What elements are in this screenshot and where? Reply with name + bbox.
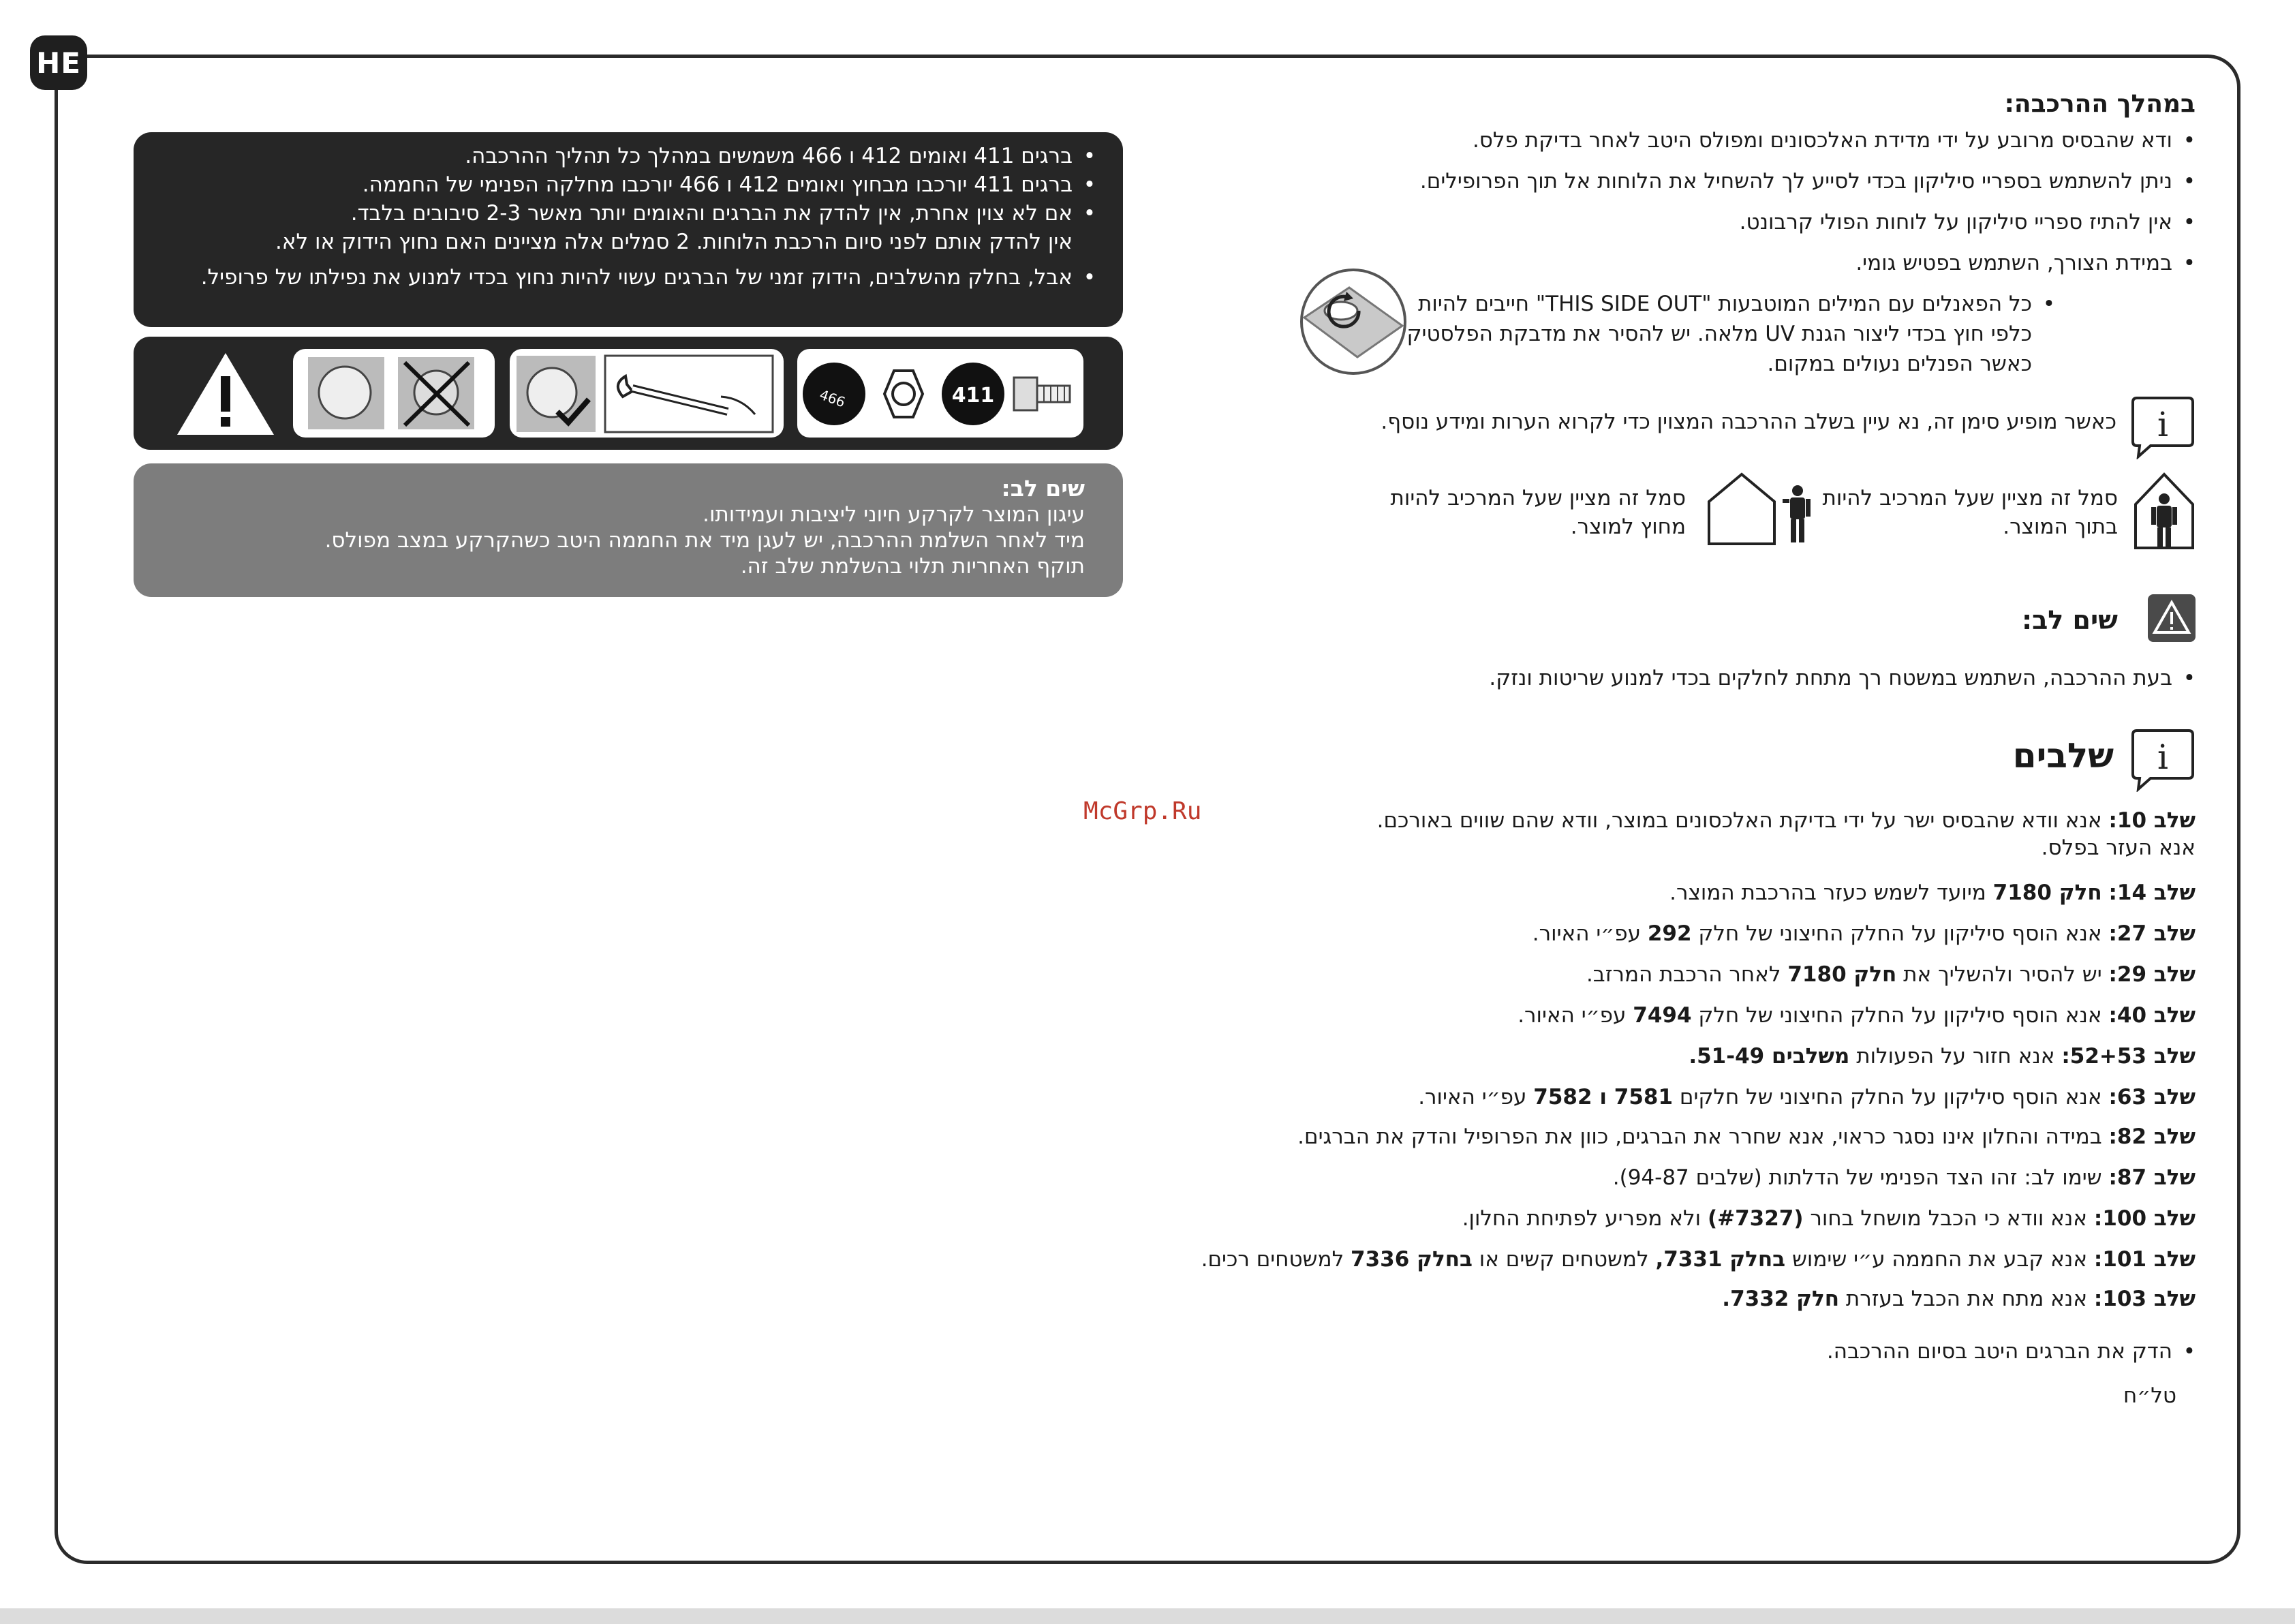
anchoring-note-box (134, 463, 1123, 597)
loose-bolt-icon (293, 349, 495, 438)
hardware-tile (797, 349, 1083, 438)
language-badge: HE (30, 35, 87, 90)
anchoring-line: עיגון המוצר לקרקע חיוני ליציבות ועמידותו. (703, 502, 1085, 527)
svg-text:i: i (2157, 737, 2168, 777)
anchoring-title: שים לב: (1001, 475, 1085, 502)
warning-icon (2146, 593, 2197, 643)
warning-triangle-icon (174, 349, 277, 439)
info-note: כאשר מופיע סימן זה, נא עיין בשלב ההרכבה המצוין כדי לקרוא הערות ומידע נוסף. (1381, 410, 2116, 434)
list-item: • ברגים 411 ואומים 412 ו 466 משמשים במהלך כל תהליך ההרכבה. (161, 142, 1096, 170)
list-item: • אם לא צוין אחרת, אין להדק את הברגים והאומים יותר מאשר 2-3 סיבובים בלבד. אין להדק אותם לפני סיום הרכבת הלוחות. 2 סמלים אלה מציינים האם נחוץ הידוק או לא. (161, 199, 1096, 256)
caution-title: שים לב: (2021, 605, 2118, 635)
step-14: שלב 14: חלק 7180 מיועד לשמש כעזר בהרכבת המוצר. (1669, 880, 2196, 905)
step-63: שלב 63: אנא הוסף סיליקון על החלק החיצוני של חלקים 7581 ו 7582 עפ״י האיור. (1418, 1085, 2196, 1109)
list-item: • אבל, בחלק מהשלבים, הידוק זמני של הברגים עשוי להיות נחוץ בכדי למנוע את נפילתו של פרופיל. (161, 263, 1096, 292)
steps-info-icon (2130, 726, 2196, 792)
panel-rotate-icon (1299, 267, 1408, 376)
bottom-bar (0, 1608, 2295, 1624)
info-icon (2130, 394, 2196, 459)
hardware-notes-box (134, 132, 1123, 327)
list-item: • אין להתיז ספריי סיליקון על לוחות הפולי קרבונט. (1378, 207, 2196, 237)
step-82: שלב 82: במידה והחלון אינו נסגר כראוי, אנא שחרר את הברגים, כוון את הפרופיל והדק את הברגים. (1297, 1124, 2196, 1149)
during-assembly-list (1378, 125, 2196, 379)
watermark: McGrp.Ru (1083, 797, 1202, 825)
assembler-inside-text: סמל זה מציין שעל המרכיב להיות בתוך המוצר. (1822, 486, 2118, 539)
list-item: • ניתן להשתמש בספריי סיליקון בכדי לסייע לך להשחיל את הלוחות אל תוך הפרופילים. (1378, 166, 2196, 196)
tlh-note: טל״ח (2123, 1383, 2176, 1408)
list-item: • ברגים 411 יורכבו מבחוץ ואומים 412 ו 466 יורכבו מחלקה הפנימי של החממה. (161, 170, 1096, 199)
loose-tile (293, 349, 495, 438)
step-10: שלב 10: אנא וודא שהבסיס ישר על ידי בדיקת האלכסונים במוצר, וודא שהם שווים באורכם. אנא העזר בפלס. (1376, 808, 2196, 860)
step-103: שלב 103: אנא מתח את הכבל בעזרת חלק 7332. (1722, 1287, 2196, 1311)
steps-title: שלבים (2012, 736, 2114, 776)
assembler-outside-text: סמל זה מציין שעל המרכיב להיות מחוץ למוצר. (1390, 486, 1686, 539)
assembler-inside-icon (2131, 470, 2197, 551)
tighten-tile (510, 349, 784, 438)
hardware-icon-bar (134, 337, 1123, 450)
list-item: • במידת הצורך, השתמש בפטיש גומי. (1378, 248, 2196, 278)
nut-label: 466 (817, 386, 848, 411)
anchoring-line: מיד לאחר השלמת ההרכבה, יש לעגן מיד את החממה היטב כשהקרקע במצב מפולס. (324, 528, 1085, 553)
svg-text:i: i (2157, 405, 2168, 444)
list-item: • כל הפאנלים עם המילים המוטבעות "THIS SIDE OUT" חייבים להיות כלפי חוץ בכדי ליצור הגנת UV מלאה. יש להסיר את מדבקת הפלסטיק כאשר הפנלים נעולים במקום. (1378, 289, 2055, 379)
step-52-53: שלב 52+53: אנא חזור על הפעולות משלבים 51-49. (1689, 1044, 2196, 1069)
list-item: • הדק את הברגים היטב בסיום ההרכבה. (1582, 1337, 2196, 1366)
anchoring-line: תוקף האחריות תלוי בהשלמת שלב זה. (740, 554, 1085, 579)
step-27: שלב 27: אנא הוסף סיליקון על החלק החיצוני של חלק 292 עפ״י האיור. (1532, 921, 2196, 946)
step-29: שלב 29: יש להסיר ולהשליך את חלק 7180 לאחר הרכבת המרזב. (1586, 962, 2196, 987)
step-87: שלב 87: שימו לב: זהו הצד הפנימי של הדלתות (שלבים 94-87). (1612, 1165, 2196, 1190)
list-item: • ודא שהבסיס מרובע על ידי מדידת האלכסונים ומפולס היטב לאחר בדיקת פלס. (1378, 125, 2196, 155)
step-101: שלב 101: אנא קבע את החממה ע״י שימוש בחלק 7331, למשטחים קשים או בחלק 7336 למשטחים רכים. (1201, 1247, 2196, 1272)
during-assembly-title: במהלך ההרכבה: (2004, 90, 2196, 118)
wrench-icon (510, 349, 784, 438)
final-list (1582, 1337, 2196, 1366)
bolt-label: 411 (951, 384, 995, 408)
caution-list (1242, 664, 2196, 692)
step-100: שלב 100: אנא וודא כי הכבל מושחל בחור (#7327) ולא מפריע לפתיחת החלון. (1462, 1206, 2196, 1231)
assembler-outside-icon (1706, 470, 1817, 547)
step-40: שלב 40: אנא הוסף סיליקון על החלק החיצוני של חלק 7494 עפ״י האיור. (1518, 1003, 2196, 1028)
nut-bolt-icon (797, 349, 1083, 438)
list-item: • בעת ההרכבה, השתמש במשטח רך מתחת לחלקים בכדי למנוע שריטות ונזק. (1242, 664, 2196, 692)
